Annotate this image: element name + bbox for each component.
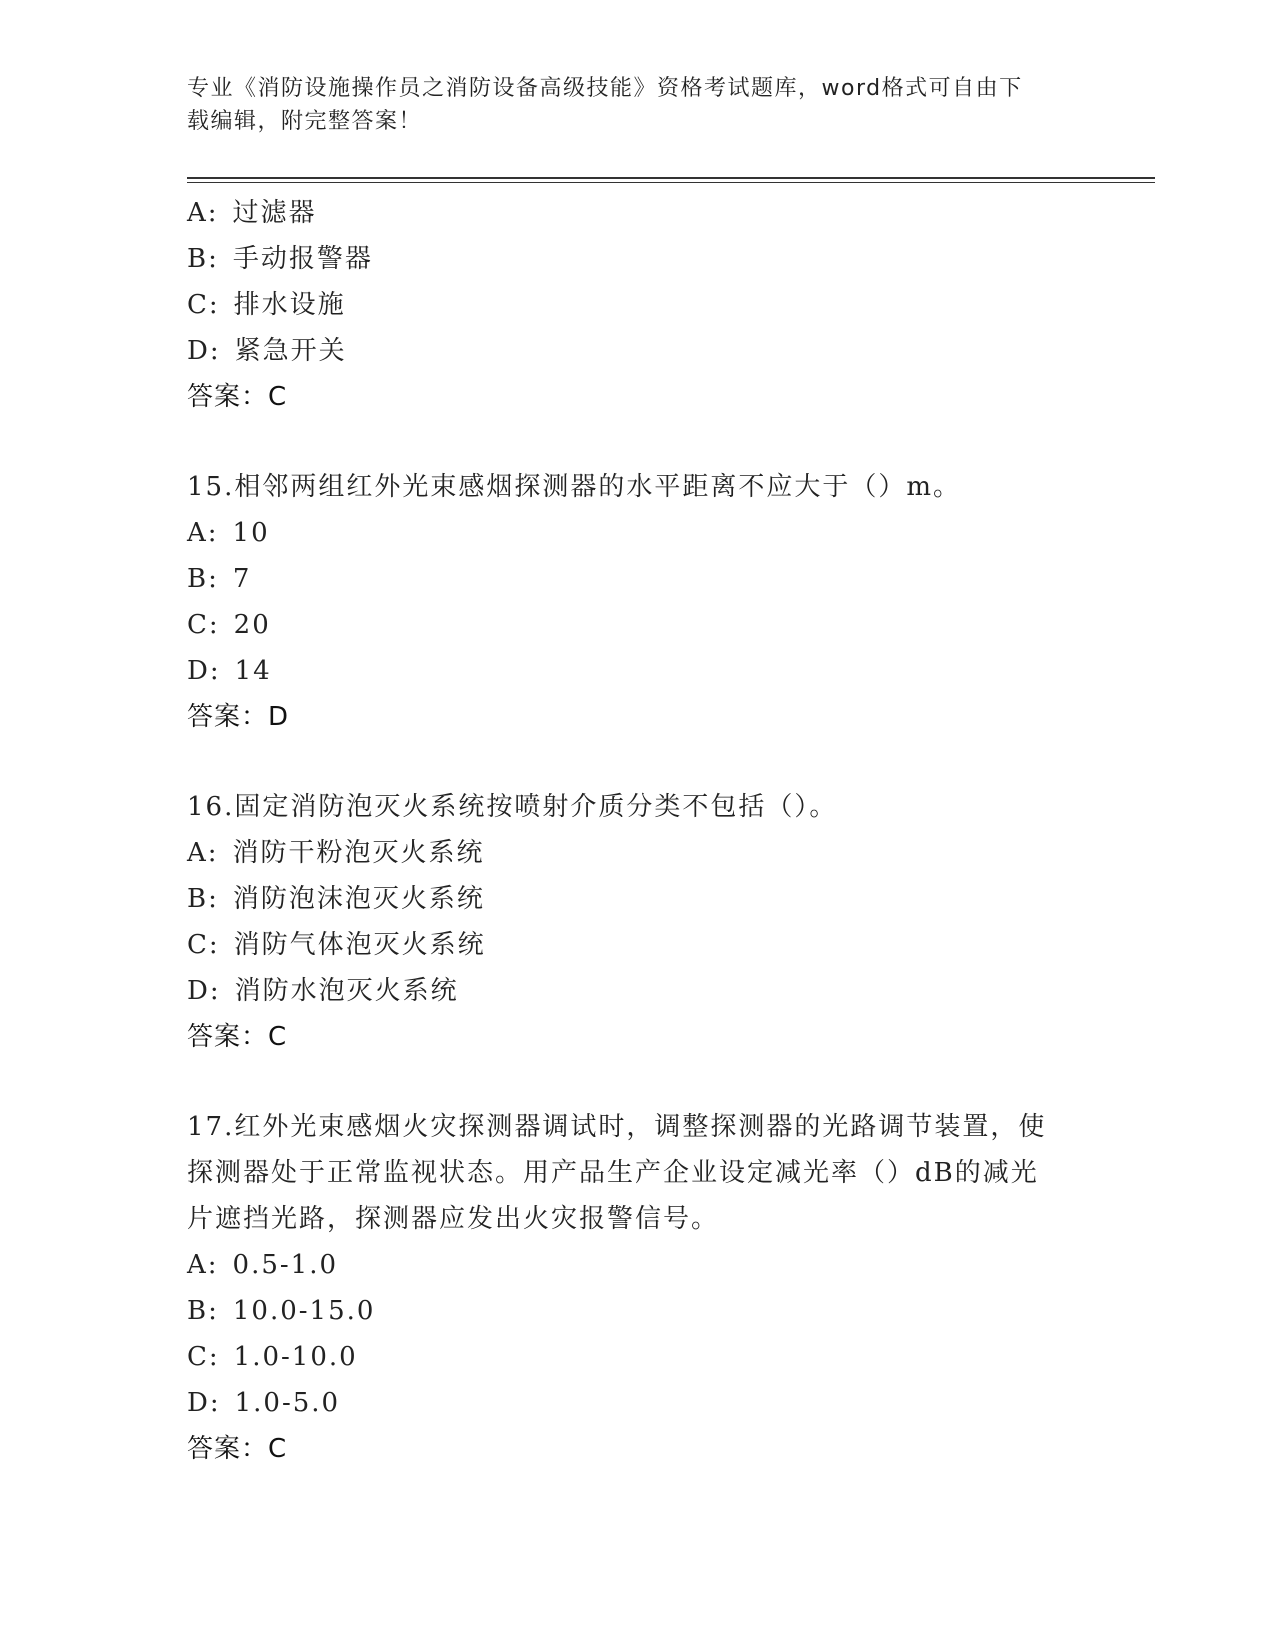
header-divider bbox=[187, 177, 1155, 179]
answer-line: 答案：D bbox=[187, 702, 290, 732]
document-header bbox=[187, 72, 1067, 138]
option-a: A: 0.5-1.0 bbox=[187, 1250, 339, 1280]
option-d: D: 14 bbox=[187, 656, 272, 686]
option-a: A: 过滤器 bbox=[187, 198, 317, 228]
question-list bbox=[187, 190, 1087, 1472]
question-block-15 bbox=[187, 464, 1087, 740]
question-stem: 16.固定消防泡灭火系统按喷射介质分类不包括（）。 bbox=[187, 792, 838, 822]
option-b: B: 手动报警器 bbox=[187, 244, 373, 274]
option-c: C: 排水设施 bbox=[187, 290, 346, 320]
option-b: B: 10.0-15.0 bbox=[187, 1296, 376, 1326]
question-stem: 15.相邻两组红外光束感烟探测器的水平距离不应大于（）m。 bbox=[187, 472, 962, 502]
question-block-16 bbox=[187, 784, 1087, 1060]
answer-line: 答案：C bbox=[187, 382, 288, 412]
option-d: D: 1.0-5.0 bbox=[187, 1388, 341, 1418]
option-c: C: 1.0-10.0 bbox=[187, 1342, 358, 1372]
question-block-17 bbox=[187, 1104, 1087, 1472]
option-d: D: 消防水泡灭火系统 bbox=[187, 976, 459, 1006]
header-divider-thin bbox=[187, 182, 1155, 183]
question-stem-line-3: 片遮挡光路，探测器应发出火灾报警信号。 bbox=[187, 1204, 720, 1234]
question-stem-line-1: 17.红外光束感烟火灾探测器调试时，调整探测器的光路调节装置，使 bbox=[187, 1112, 1047, 1142]
option-d: D: 紧急开关 bbox=[187, 336, 347, 366]
answer-line: 答案：C bbox=[187, 1434, 288, 1464]
option-b: B: 消防泡沫泡灭火系统 bbox=[187, 884, 485, 914]
header-line-2: 载编辑，附完整答案！ bbox=[187, 109, 423, 134]
answer-line: 答案：C bbox=[187, 1022, 288, 1052]
question-block-prev bbox=[187, 190, 1087, 420]
option-a: A: 10 bbox=[187, 518, 270, 548]
question-stem-line-2: 探测器处于正常监视状态。用产品生产企业设定减光率（）dB的减光 bbox=[187, 1158, 1039, 1188]
option-c: C: 20 bbox=[187, 610, 271, 640]
option-c: C: 消防气体泡灭火系统 bbox=[187, 930, 486, 960]
option-b: B: 7 bbox=[187, 564, 252, 594]
header-line-1: 专业《消防设施操作员之消防设备高级技能》资格考试题库，word格式可自由下 bbox=[187, 76, 1023, 101]
option-a: A: 消防干粉泡灭火系统 bbox=[187, 838, 485, 868]
